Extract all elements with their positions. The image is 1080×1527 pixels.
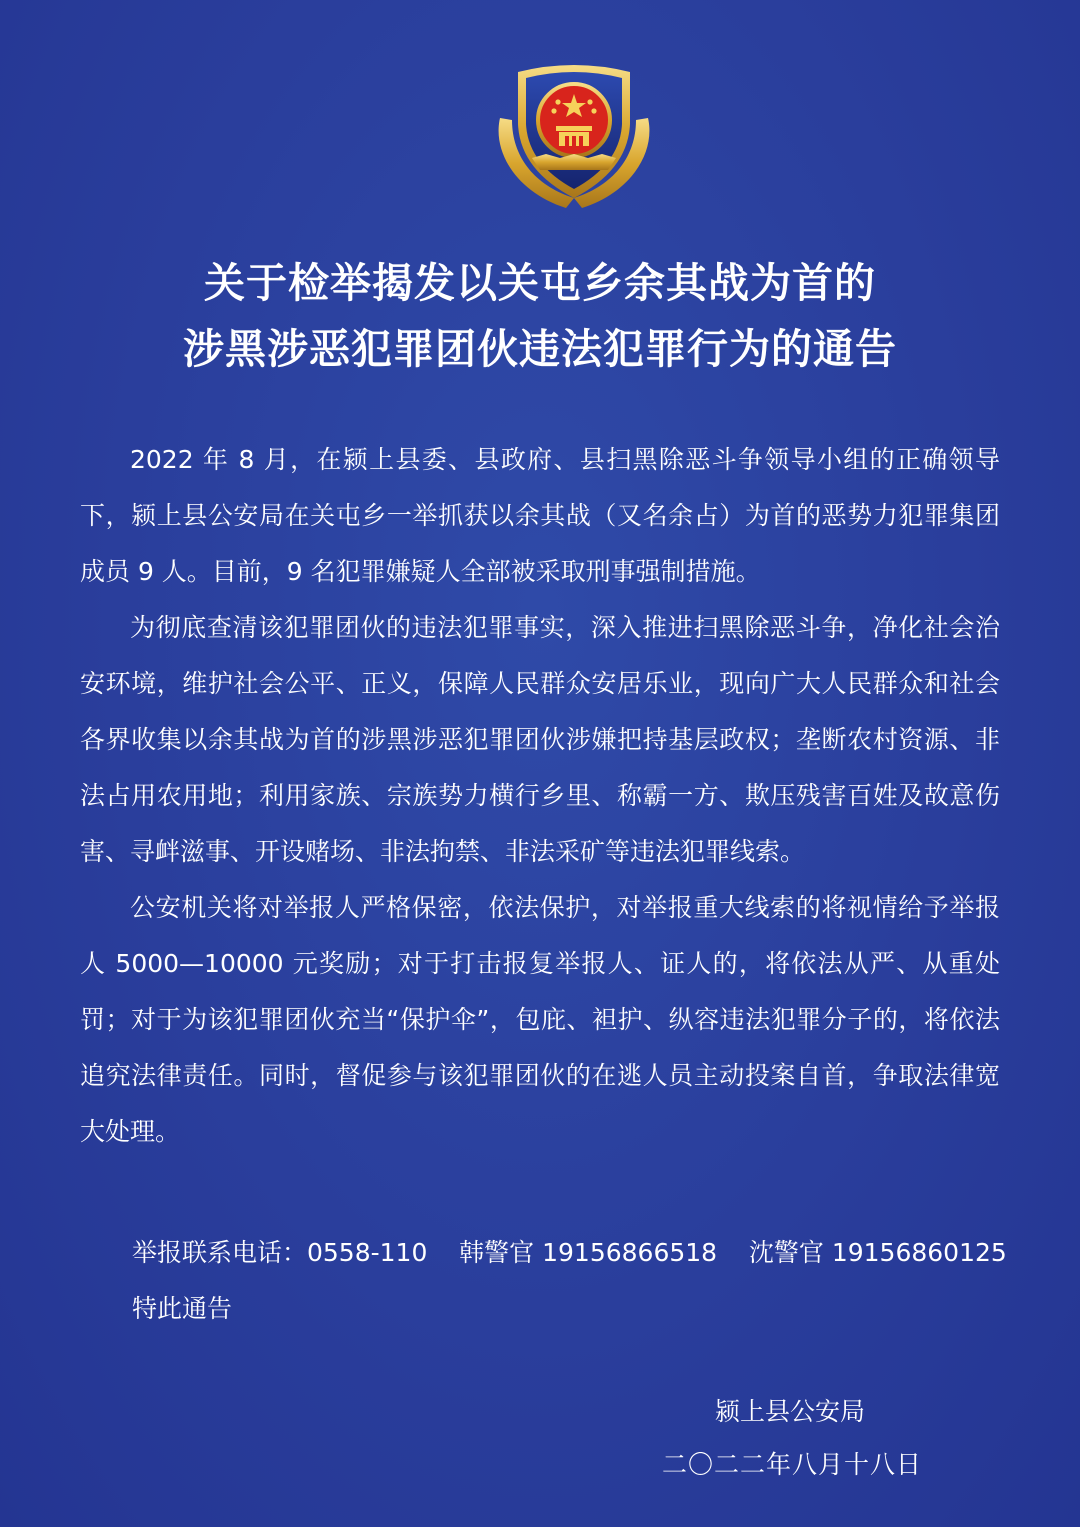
police-emblem-icon: [488, 58, 660, 218]
contact-line: [132, 1225, 1007, 1281]
signature-org: 颍上县公安局: [715, 1397, 866, 1426]
closing-text: 特此通告: [132, 1294, 233, 1323]
signature-date: 二〇二二年八月十八日: [662, 1450, 923, 1479]
notice-title-line-2: 涉黑涉恶犯罪团伙违法犯罪行为的通告: [183, 325, 897, 373]
hotline-text: 举报联系电话：0558-110: [132, 1238, 428, 1267]
officer-han-phone: 韩警官 19156866518: [459, 1238, 718, 1267]
body-paragraph-3: 公安机关将对举报人严格保密，依法保护，对举报重大线索的将视情给予举报人 5000—10000 元奖励；对于打击报复举报人、证人的，将依法从严、从重处罚；对于为该犯罪团伙充当“保护伞”，包庇、袒护、纵容违法犯罪分子的，将依法追究法律责任。同时，督促参与该犯罪团伙的在逃人员主动投案自首，争取法律宽大处理。: [80, 893, 1000, 1146]
officer-shen-phone: 沈警官 19156860125: [748, 1238, 1007, 1267]
body-paragraph-2: 为彻底查清该犯罪团伙的违法犯罪事实，深入推进扫黑除恶斗争，净化社会治安环境，维护社会公平、正义，保障人民群众安居乐业，现向广大人民群众和社会各界收集以余其战为首的涉黑涉恶犯罪团伙涉嫌把持基层政权；垄断农村资源、非法占用农用地；利用家族、宗族势力横行乡里、称霸一方、欺压残害百姓及故意伤害、寻衅滋事、开设赌场、非法拘禁、非法采矿等违法犯罪线索。: [80, 613, 1000, 866]
body-paragraph-1: 2022 年 8 月，在颍上县委、县政府、县扫黑除恶斗争领导小组的正确领导下，颍上县公安局在关屯乡一举抓获以余其战（又名余占）为首的恶势力犯罪集团成员 9 人。目前，9 名犯罪嫌疑人全部被采取刑事强制措施。: [80, 445, 1000, 586]
notice-title-line-1: 关于检举揭发以关屯乡余其战为首的: [204, 259, 876, 307]
notice-body: [80, 432, 1000, 1160]
